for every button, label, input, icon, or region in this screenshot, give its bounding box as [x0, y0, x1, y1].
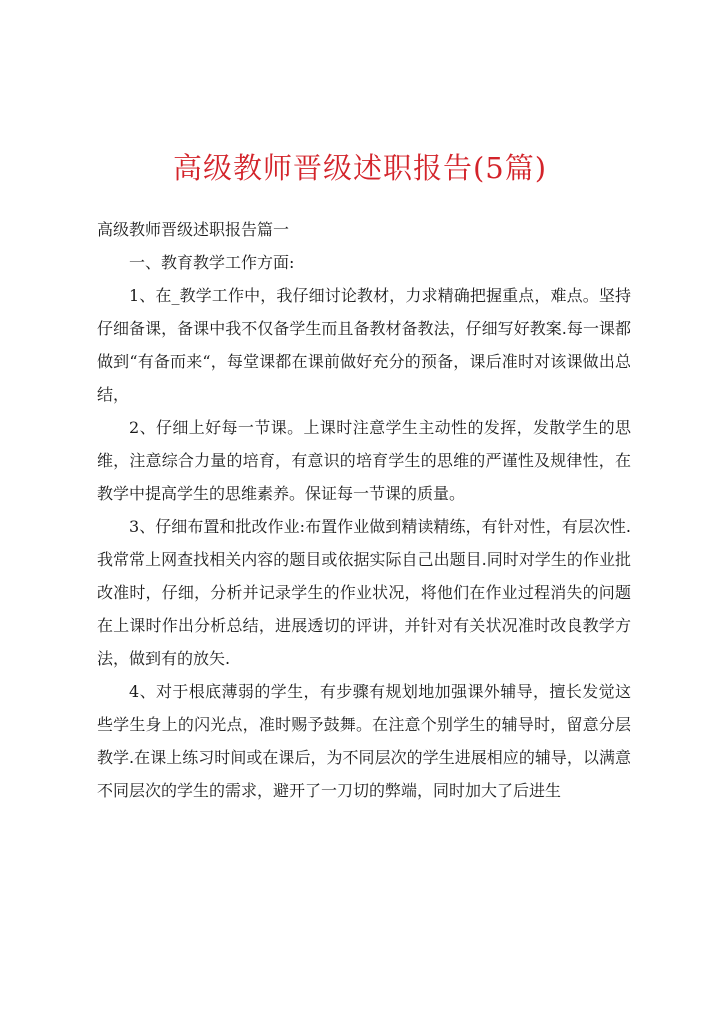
document-body — [97, 213, 631, 807]
section-heading: 一、教育教学工作方面: — [129, 253, 295, 272]
paragraph-4: 4、对于根底薄弱的学生，有步骤有规划地加强课外辅导，擅长发觉这些学生身上的闪光点，准时赐予鼓舞。在注意个别学生的辅导时，留意分层教学.在课上练习时间或在课后，为不同层次的学生进展相应的辅导，以满意不同层次的学生的需求，避开了一刀切的弊端，同时加大了后进生 — [97, 682, 631, 800]
document-subtitle: 高级教师晋级述职报告篇一 — [97, 220, 290, 239]
paragraph-3: 3、仔细布置和批改作业:布置作业做到精读精练，有针对性，有层次性.我常常上网查找相关内容的题目或依据实际自己出题目.同时对学生的作业批改准时，仔细，分析并记录学生的作业状况，将他们在作业过程消失的问题在上课时作出分析总结，进展透切的评讲，并针对有关状况准时改良教学方法，做到有的放矢. — [97, 517, 631, 668]
paragraph-1: 1、在_教学工作中，我仔细讨论教材，力求精确把握重点，难点。坚持仔细备课，备课中我不仅备学生而且备教材备教法，仔细写好教案.每一课都做到“有备而来“，每堂课都在课前做好充分的预备，课后准时对该课做出总结， — [97, 286, 631, 404]
paragraph-2: 2、仔细上好每一节课。上课时注意学生主动性的发挥，发散学生的思维，注意综合力量的培育，有意识的培育学生的思维的严谨性及规律性，在教学中提高学生的思维素养。保证每一节课的质量。 — [97, 418, 631, 503]
document-title: 高级教师晋级述职报告(5篇) — [172, 151, 548, 185]
